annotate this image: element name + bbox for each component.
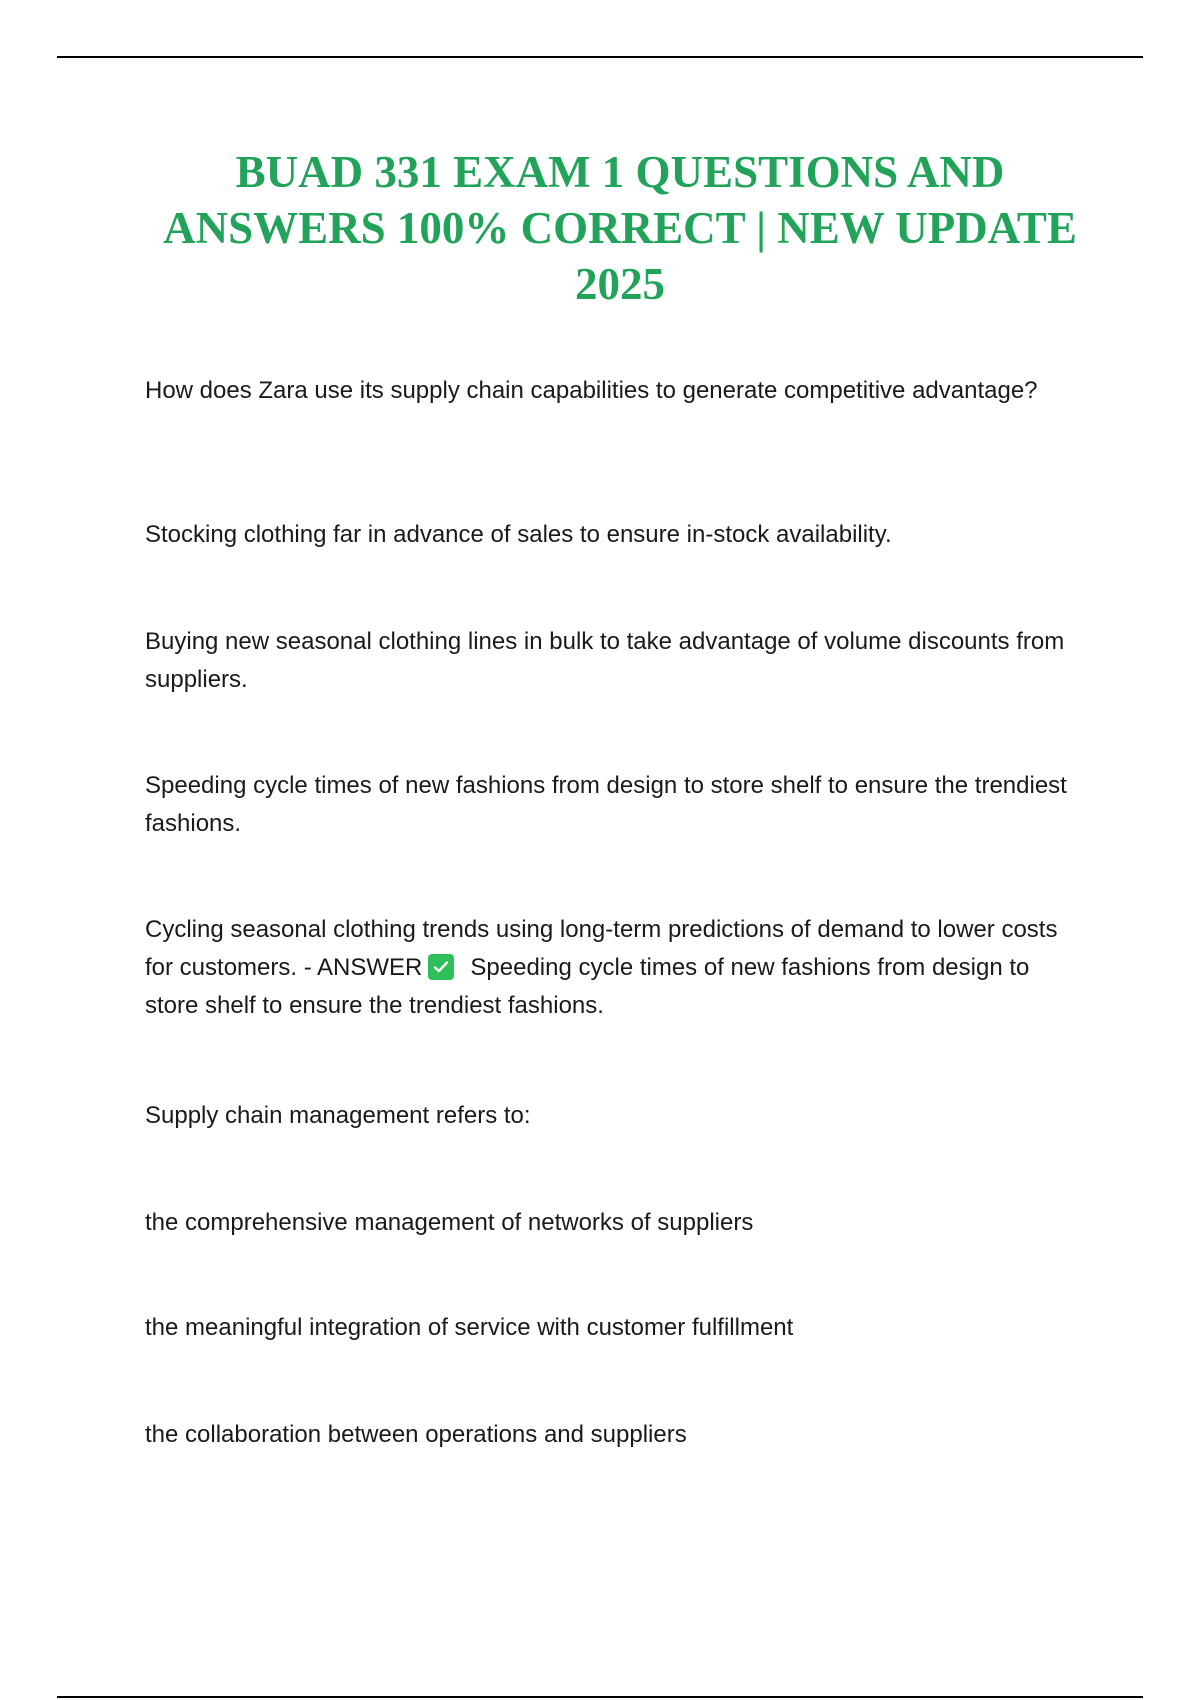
- document-title: BUAD 331 EXAM 1 QUESTIONS AND ANSWERS 100% CORRECT | NEW UPDATE 2025: [163, 147, 1077, 309]
- question-1-option-a: Stocking clothing far in advance of sales to ensure in-stock availability.: [145, 521, 892, 548]
- top-rule: [57, 56, 1143, 58]
- question-1-answer: Speeding cycle times of new fashions from design to store shelf to ensure the trendiest fashions.: [145, 954, 1030, 1019]
- question-1-prompt: How does Zara use its supply chain capabilities to generate competitive advantage?: [145, 377, 1038, 404]
- question-1-option-d: Cycling seasonal clothing trends using long-term predictions of demand to lower costs for customers. - ANSWER: [145, 916, 1058, 981]
- check-mark-icon: [428, 954, 454, 980]
- question-2-option-a: the comprehensive management of networks of suppliers: [145, 1209, 754, 1236]
- question-2-option-c: the collaboration between operations and suppliers: [145, 1421, 687, 1448]
- question-2-prompt: Supply chain management refers to:: [145, 1102, 531, 1129]
- question-1-option-c: Speeding cycle times of new fashions from design to store shelf to ensure the trendiest fashions.: [145, 772, 1067, 837]
- bottom-rule: [57, 1696, 1143, 1698]
- question-1-option-d-with-answer: [145, 911, 1085, 1025]
- question-2-option-b: the meaningful integration of service with customer fulfillment: [145, 1314, 794, 1341]
- question-1-option-b: Buying new seasonal clothing lines in bulk to take advantage of volume discounts from suppliers.: [145, 628, 1065, 693]
